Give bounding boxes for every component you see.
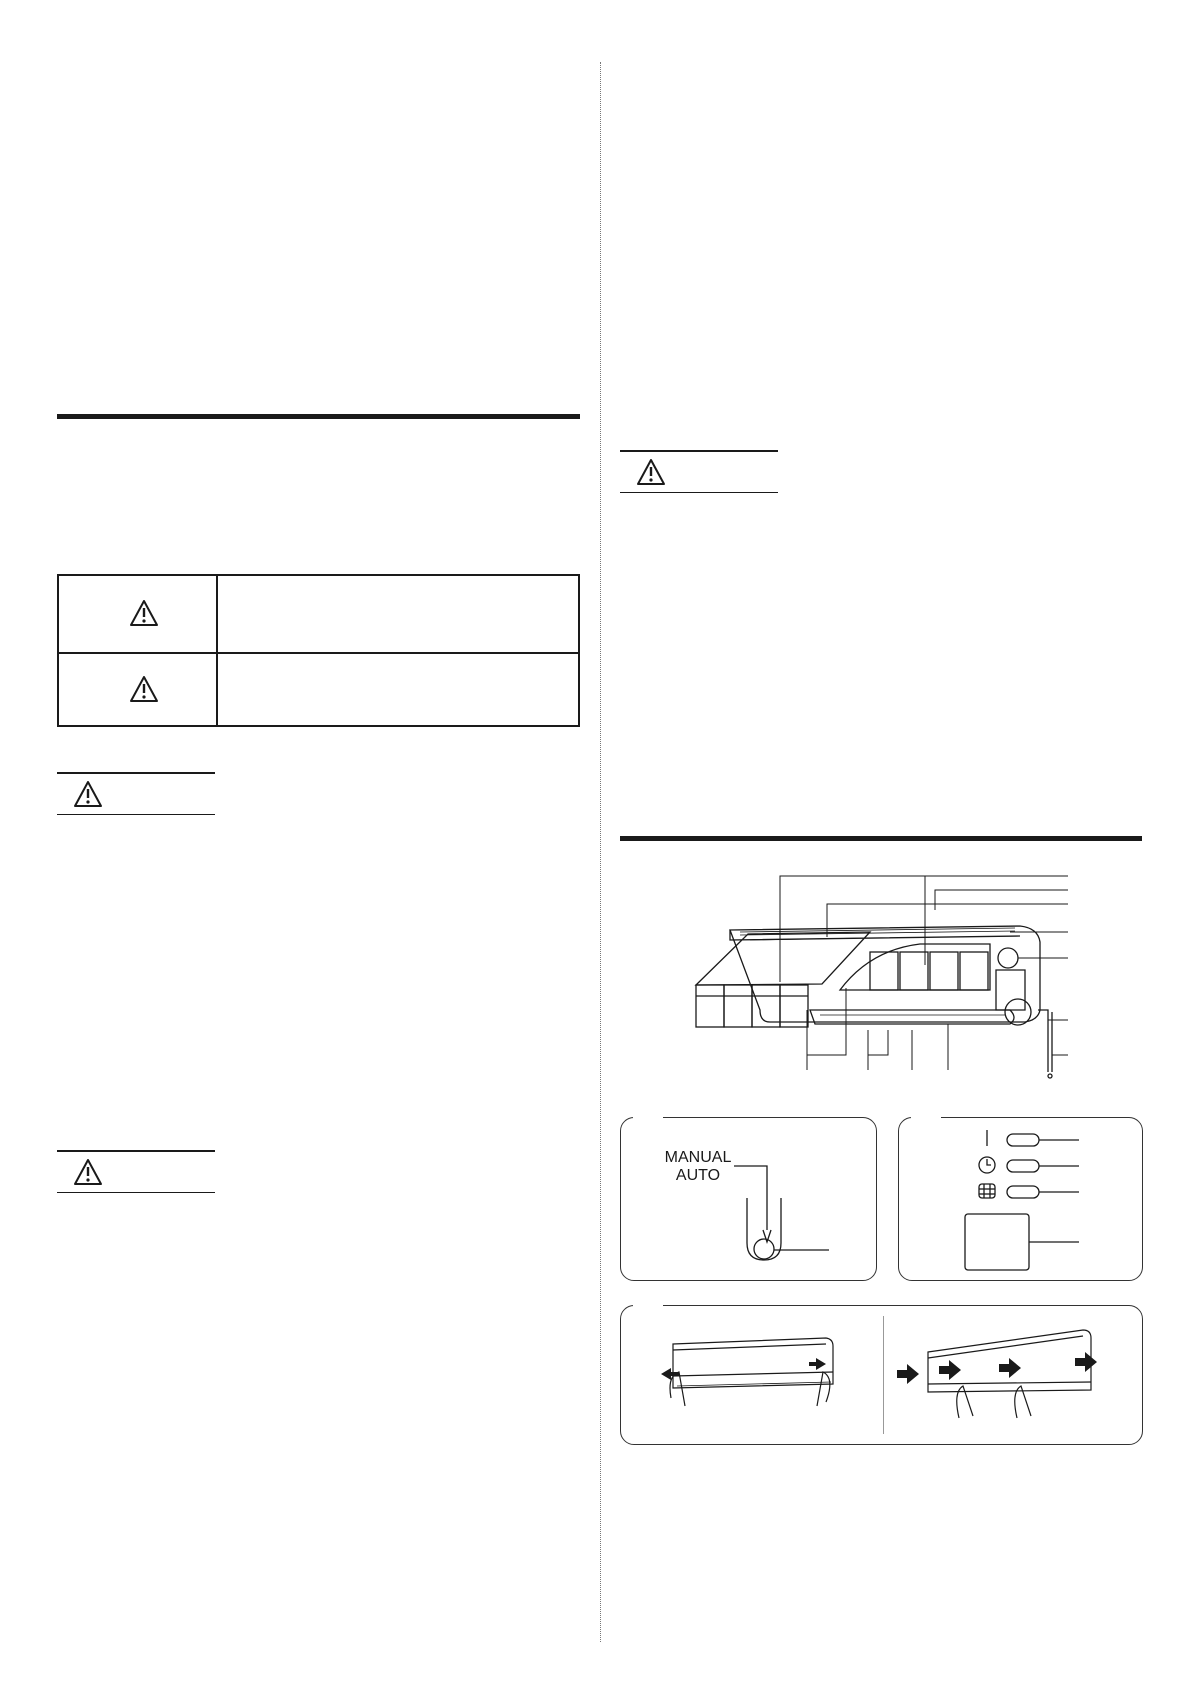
warning-triangle-icon <box>73 780 103 808</box>
manual-auto-panel <box>620 1117 877 1281</box>
column-divider <box>600 62 601 1642</box>
warning-level-table <box>57 574 580 727</box>
section-rule-left <box>57 414 580 419</box>
display-panel <box>898 1117 1143 1281</box>
section-rule-right <box>620 836 1142 841</box>
warning-triangle-icon <box>129 675 159 703</box>
table-row-warning <box>59 576 578 651</box>
table-row-caution <box>59 652 578 729</box>
warning-triangle-icon <box>73 1158 103 1186</box>
auto-label: AUTO <box>675 1167 721 1184</box>
filter-grid-icon <box>979 1184 995 1198</box>
warning-triangle-icon <box>636 458 666 486</box>
indoor-unit-diagram <box>620 860 1142 1095</box>
close-panel-illustration <box>883 1306 1144 1446</box>
arrow-icon <box>897 1352 1097 1384</box>
caution-heading-2 <box>57 1150 215 1193</box>
front-panel-removal-panel <box>620 1305 1143 1445</box>
caution-heading-1 <box>57 772 215 815</box>
manual-label: MANUAL <box>664 1149 732 1166</box>
arrow-icon <box>661 1358 826 1380</box>
open-panel-illustration <box>621 1306 883 1446</box>
manual-auto-button-diagram <box>621 1118 878 1282</box>
warning-triangle-icon <box>129 599 159 627</box>
display-indicators-diagram <box>899 1118 1144 1282</box>
caution-heading-3 <box>620 450 778 493</box>
